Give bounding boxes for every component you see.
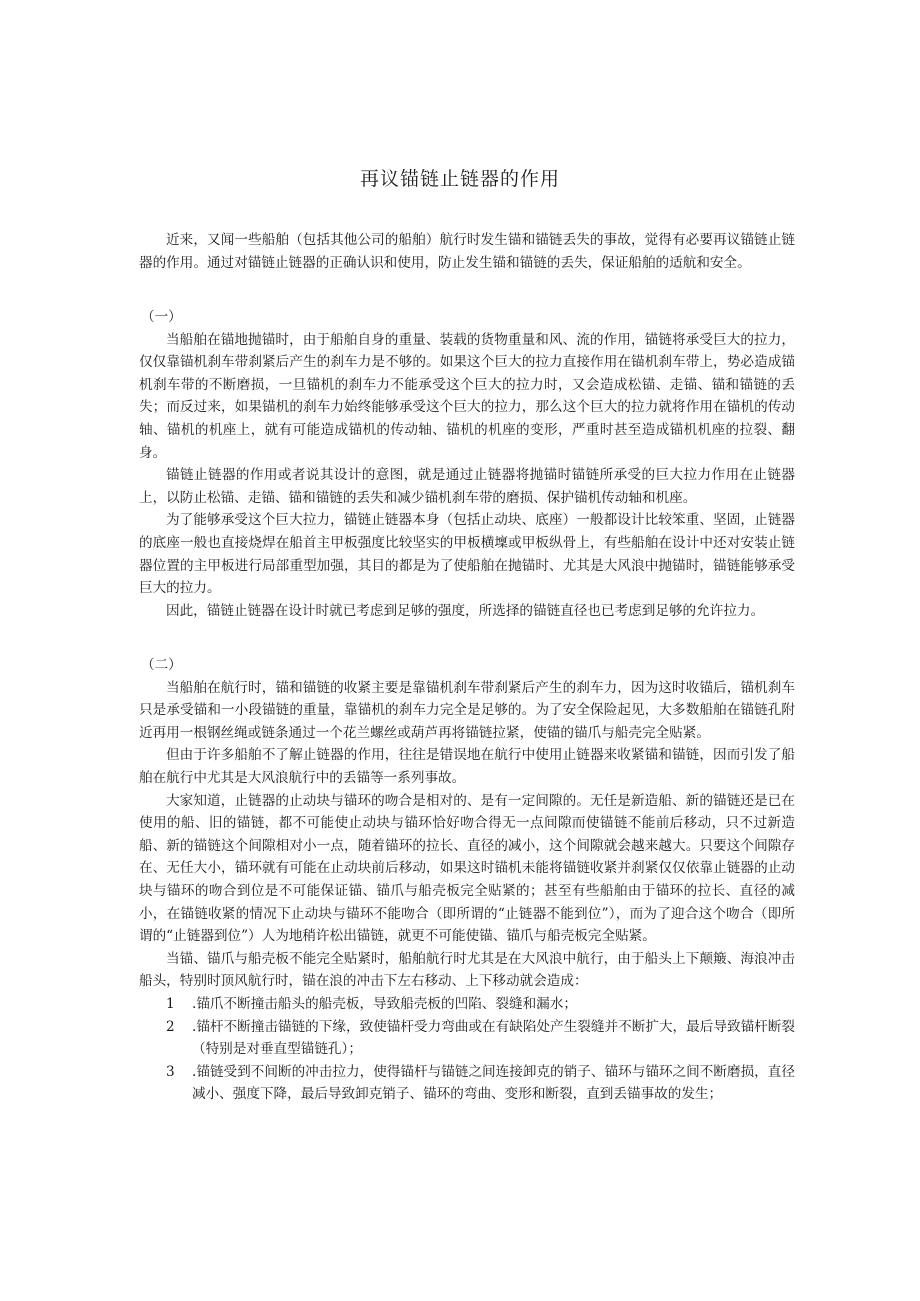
list-item-number: 3 bbox=[166, 1063, 175, 1080]
section-one-paragraph-1: 当船舶在锚地抛锚时，由于船舶自身的重量、装载的货物重量和风、流的作用，锚链将承受巨大的拉力，仅仅靠锚机刹车带刹紧后产生的刹车力是不够的。如果这个巨大的拉力直接作用在锚机刹车带上，势必造成锚机刹车带的不断磨损，一旦锚机的刹车力不能承受这个巨大的拉力时，又会造成松锚、走锚、锚和锚链的丢失；而反过来，如果锚机的刹车力始终能够承受这个巨大的拉力，那么这个巨大的拉力就将作用在锚机的传动轴、锚机的机座上，就有可能造成锚机的传动轴、锚机的机座的变形，严重时甚至造成锚机机座的拉裂、翻身。 bbox=[139, 331, 795, 461]
list-item bbox=[139, 1016, 795, 1061]
list-item bbox=[139, 993, 795, 1016]
section-one-paragraph-3: 为了能够承受这个巨大拉力，锚链止链器本身（包括止动块、底座）一般都设计比较笨重、坚固，止链器的底座一般也直接烧焊在船首主甲板强度比较坚实的甲板横壈或甲板纵骨上，有些船舶在设计中还对安装止链器位置的主甲板进行局部重型加强，其目的都是为了使船舶在抛锚时、尤其是大风浪中抛锚时，锚链能够承受巨大的拉力。 bbox=[139, 512, 795, 597]
section-two-paragraph-1: 当船舶在航行时，锚和锚链的收紧主要是靠锚机刹车带刹紧后产生的刹车力，因为这时收锚后，锚机刹车只是承受锚和一小段锚链的重量，靠锚机的刹车力完全是足够的。为了安全保险起见，大多数船舶在锚链孔附近再用一根钢丝绳或链条通过一个花兰螺丝或葫芦再将锚链拉紧，使锚的锚爪与船壳完全贴紧。 bbox=[139, 679, 795, 741]
section-two-paragraph-3: 大家知道，止链器的止动块与锚环的吻合是相对的、是有一定间隙的。无任是新造船、新的锚链还是已在使用的船、旧的锚链，都不可能使止动块与锚环恰好吻合得无一点间隙而使锚链不能前后移动，只不过新造船、新的锚链这个间隙相对小一点，随着锚环的拉长、直径的减小，这个间隙就会越来越大。只要这个间隙存在、无任大小，锚环就有可能在止动块前后移动，如果这时锚机未能将锚链收紧并刹紧仅仅依靠止链器的止动块与锚环的吻合到位是不可能保证锚、锚爪与船壳板完全贴紧的；甚至有些船舶由于锚环的拉长、直径的减小，在锚链收紧的情况下止动块与锚环不能吻合（即所谓的“止链器不能到位”），而为了迎合这个吻合（即所谓的“止链器到位”）人为地稍许松出锚链，就更不可能使锚、锚爪与船壳板完全贴紧。 bbox=[139, 792, 795, 945]
section-one-paragraph-4: 因此，锚链止链器在设计时就已考虑到足够的强度，所选择的锚链直径也已考虑到足够的允许拉力。 bbox=[166, 602, 765, 619]
document-title: 再议锚链止链器的作用 bbox=[359, 168, 560, 190]
section-one bbox=[139, 306, 795, 622]
section-two-label: （二） bbox=[141, 657, 182, 673]
section-two bbox=[139, 654, 795, 1106]
list-item bbox=[139, 1061, 795, 1106]
consequence-list bbox=[139, 993, 795, 1106]
list-item-text: .锚链受到不间断的冲击拉力，使得锚杆与锚链之间连接卸克的销子、锚环与锚环之间不断磨损，直径减小、强度下降，最后导致卸克销子、锚环的弯曲、变形和断裂，直到丢锚事故的发生； bbox=[192, 1063, 795, 1103]
list-item-text: .锚杆不断撞击锚链的下缘，致使锚杆受力弯曲或在有缺陷处产生裂缝并不断扩大，最后导致锚杆断裂（特别是对垂直型锚链孔）； bbox=[192, 1018, 795, 1058]
intro-block bbox=[139, 229, 795, 274]
section-two-paragraph-2: 但由于许多船舶不了解止链器的作用，往往是错误地在航行中使用止链器来收紧锚和锚链，因而引发了船舶在航行中尤其是大风浪航行中的丢锚等一系列事故。 bbox=[139, 747, 795, 786]
intro-paragraph: 近来，又闻一些船舶（包括其他公司的船舶）航行时发生锚和锚链丢失的事故，觉得有必要再议锚链止链器的作用。通过对锚链止链器的正确认识和使用，防止发生锚和锚链的丢失，保证船舶的适航和安全。 bbox=[139, 232, 795, 271]
list-item-number: 1 bbox=[166, 995, 175, 1012]
section-two-paragraph-4: 当锚、锚爪与船壳板不能完全贴紧时，船舶航行时尤其是在大风浪中航行，由于船头上下颠簸、海浪冲击船头，特别时顶风航行时，锚在浪的冲击下左右移动、上下移动就会造成： bbox=[139, 950, 795, 990]
list-item-text: .锚爪不断撞击船头的船壳板，导致船壳板的凹陷、裂缝和漏水； bbox=[192, 995, 577, 1012]
section-one-label: （一） bbox=[141, 309, 182, 325]
section-one-paragraph-2: 锚链止链器的作用或者说其设计的意图，就是通过止链器将抛锚时锚链所承受的巨大拉力作用在止链器上，以防止松锚、走锚、锚和锚链的丢失和减少锚机刹车带的磨损、保护锚机传动轴和机座。 bbox=[139, 467, 795, 506]
list-item-number: 2 bbox=[166, 1018, 175, 1035]
